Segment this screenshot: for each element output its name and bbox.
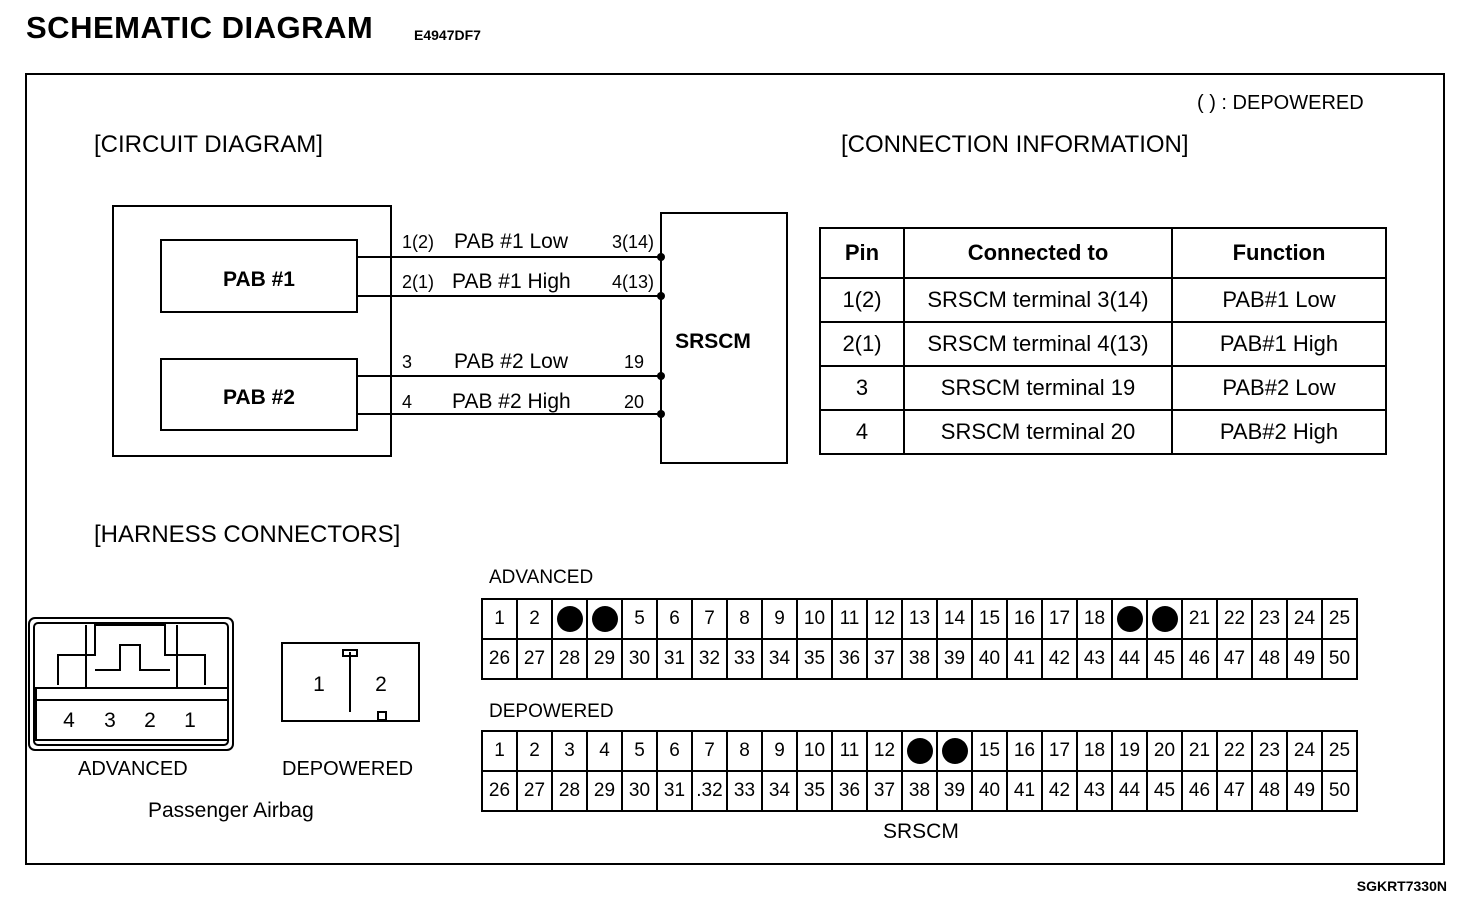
airbag-module-outline xyxy=(113,206,391,456)
pin-cell: 15 xyxy=(972,599,1007,639)
pin-cell: 25 xyxy=(1322,731,1357,771)
pin-cell: 44 xyxy=(1112,639,1147,679)
pin-cell: 48 xyxy=(1252,639,1287,679)
pin-cell: 23 xyxy=(1252,599,1287,639)
pin-cell-occupied xyxy=(1112,599,1147,639)
srscm-depowered-label: DEPOWERED xyxy=(489,701,614,722)
pin-cell: 27 xyxy=(517,771,552,811)
pin-cell: 34 xyxy=(762,771,797,811)
pin-cell: 47 xyxy=(1217,639,1252,679)
pin-cell: 49 xyxy=(1287,771,1322,811)
pin-cell: 12 xyxy=(867,731,902,771)
pin-cell: 17 xyxy=(1042,599,1077,639)
header-pin: Pin xyxy=(820,228,904,278)
pin-cell: 42 xyxy=(1042,771,1077,811)
connection-info-title: [CONNECTION INFORMATION] xyxy=(841,131,1189,158)
pin-cell: 44 xyxy=(1112,771,1147,811)
pin-cell: 47 xyxy=(1217,771,1252,811)
pin-filled-dot xyxy=(907,738,933,764)
table-row: 2(1) SRSCM terminal 4(13) PAB#1 High xyxy=(820,322,1386,366)
pin-cell: 11 xyxy=(832,731,867,771)
pin-cell: 35 xyxy=(797,639,832,679)
pin-cell: 50 xyxy=(1322,771,1357,811)
pin-cell: 22 xyxy=(1217,599,1252,639)
pin-cell: 50 xyxy=(1322,639,1357,679)
pin-cell: 21 xyxy=(1182,731,1217,771)
pab-advanced-pin: 3 xyxy=(104,709,116,732)
pin-cell: .32 xyxy=(692,771,727,811)
pin-filled-dot xyxy=(1117,606,1143,632)
pin-cell: 13 xyxy=(902,599,937,639)
pin-cell: 42 xyxy=(1042,639,1077,679)
pin-cell: 16 xyxy=(1007,731,1042,771)
passenger-airbag-caption: Passenger Airbag xyxy=(148,799,314,822)
pin-cell: 17 xyxy=(1042,731,1077,771)
pin-cell: 35 xyxy=(797,771,832,811)
wire-left-pin: 1(2) xyxy=(402,232,435,252)
pin-cell: 28 xyxy=(552,771,587,811)
junction-dot xyxy=(657,292,665,300)
pin-cell: 20 xyxy=(1147,731,1182,771)
pin-cell: 36 xyxy=(832,639,867,679)
pin-cell: 46 xyxy=(1182,639,1217,679)
junction-dot xyxy=(657,410,665,418)
pin-cell: 38 xyxy=(902,639,937,679)
pin-cell: 33 xyxy=(727,639,762,679)
pab-depowered-pin: 2 xyxy=(375,673,387,696)
pin-cell: 9 xyxy=(762,731,797,771)
pin-cell: 37 xyxy=(867,639,902,679)
pin-cell: 2 xyxy=(517,599,552,639)
pin-cell: 39 xyxy=(937,639,972,679)
wire-left-pin: 4 xyxy=(402,392,413,412)
pin-cell: 15 xyxy=(972,731,1007,771)
pin-cell: 7 xyxy=(692,599,727,639)
pin-cell: 27 xyxy=(517,639,552,679)
table-row: 1(2) SRSCM terminal 3(14) PAB#1 Low xyxy=(820,278,1386,322)
pin-cell: 2 xyxy=(517,731,552,771)
pin-cell: 34 xyxy=(762,639,797,679)
pin-cell: 10 xyxy=(797,731,832,771)
pin-cell: 7 xyxy=(692,731,727,771)
pin-cell: 5 xyxy=(622,731,657,771)
table-row: 4 SRSCM terminal 20 PAB#2 High xyxy=(820,410,1386,454)
circuit-diagram-title: [CIRCUIT DIAGRAM] xyxy=(94,131,323,158)
junction-dot xyxy=(657,372,665,380)
pin-cell: 19 xyxy=(1112,731,1147,771)
pin-cell: 24 xyxy=(1287,599,1322,639)
pin-cell: 3 xyxy=(552,731,587,771)
srscm-label: SRSCM xyxy=(675,330,751,353)
pin-cell: 31 xyxy=(657,639,692,679)
pin-cell-occupied xyxy=(552,599,587,639)
pin-cell-occupied xyxy=(902,731,937,771)
pin-cell: 29 xyxy=(587,639,622,679)
pin-cell: 18 xyxy=(1077,731,1112,771)
pin-cell: 10 xyxy=(797,599,832,639)
srscm-depowered-grid xyxy=(481,730,1358,812)
pin-cell: 38 xyxy=(902,771,937,811)
pin-cell: 9 xyxy=(762,599,797,639)
table-row: 3 SRSCM terminal 19 PAB#2 Low xyxy=(820,366,1386,410)
advanced-caption: ADVANCED xyxy=(78,758,188,780)
pin-cell: 33 xyxy=(727,771,762,811)
header-function: Function xyxy=(1172,228,1386,278)
wire-name: PAB #1 Low xyxy=(454,230,569,253)
wire-name: PAB #2 Low xyxy=(454,350,569,373)
wire-left-pin: 2(1) xyxy=(402,272,435,292)
pin-cell-occupied xyxy=(587,599,622,639)
pin-filled-dot xyxy=(557,606,583,632)
pin-cell: 43 xyxy=(1077,639,1112,679)
pin-cell: 22 xyxy=(1217,731,1252,771)
pab-advanced-pin: 2 xyxy=(144,709,156,732)
pin-cell: 36 xyxy=(832,771,867,811)
wire-right-pin: 19 xyxy=(623,352,644,372)
depowered-legend: ( ) : DEPOWERED xyxy=(1197,92,1364,114)
pab-advanced-pin: 1 xyxy=(184,709,196,732)
pin-cell: 40 xyxy=(972,639,1007,679)
pin-cell: 46 xyxy=(1182,771,1217,811)
srscm-advanced-label: ADVANCED xyxy=(489,567,594,588)
pin-cell: 30 xyxy=(622,639,657,679)
pin-cell: 40 xyxy=(972,771,1007,811)
pin-cell: 41 xyxy=(1007,639,1042,679)
pin-cell: 12 xyxy=(867,599,902,639)
pin-cell: 6 xyxy=(657,599,692,639)
junction-dot xyxy=(657,253,665,261)
pin-filled-dot xyxy=(942,738,968,764)
pin-cell: 37 xyxy=(867,771,902,811)
pin-cell: 8 xyxy=(727,731,762,771)
pin-cell: 21 xyxy=(1182,599,1217,639)
pab-depowered-pin: 1 xyxy=(313,673,325,696)
pin-cell: 18 xyxy=(1077,599,1112,639)
wire-right-pin: 20 xyxy=(623,392,644,412)
wire-left-pin: 3 xyxy=(402,352,413,372)
pin-cell: 24 xyxy=(1287,731,1322,771)
pin-cell: 5 xyxy=(622,599,657,639)
pin-cell: 6 xyxy=(657,731,692,771)
pin-cell-occupied xyxy=(1147,599,1182,639)
pin-cell: 29 xyxy=(587,771,622,811)
pin-cell: 45 xyxy=(1147,771,1182,811)
document-code: E4947DF7 xyxy=(414,27,481,43)
pab2-label: PAB #2 xyxy=(223,386,295,409)
pin-cell: 26 xyxy=(482,771,517,811)
harness-connectors-title: [HARNESS CONNECTORS] xyxy=(94,521,401,548)
pin-cell: 45 xyxy=(1147,639,1182,679)
pin-cell: 30 xyxy=(622,771,657,811)
srscm-advanced-grid xyxy=(481,598,1358,680)
pin-cell: 32 xyxy=(692,639,727,679)
pin-cell: 28 xyxy=(552,639,587,679)
srscm-caption: SRSCM xyxy=(883,820,959,843)
pin-cell: 11 xyxy=(832,599,867,639)
page-title: SCHEMATIC DIAGRAM xyxy=(26,10,374,45)
pin-cell: 26 xyxy=(482,639,517,679)
pin-cell: 25 xyxy=(1322,599,1357,639)
wire-name: PAB #1 High xyxy=(452,270,571,293)
pin-cell: 8 xyxy=(727,599,762,639)
pab-advanced-connector xyxy=(29,618,233,750)
footer-code: SGKRT7330N xyxy=(1356,878,1447,894)
pin-cell-occupied xyxy=(937,731,972,771)
pin-filled-dot xyxy=(1152,606,1178,632)
pin-cell: 49 xyxy=(1287,639,1322,679)
pab1-label: PAB #1 xyxy=(223,268,295,291)
wire-name: PAB #2 High xyxy=(452,390,571,413)
wire-right-pin: 3(14) xyxy=(611,232,654,252)
pin-cell: 1 xyxy=(482,599,517,639)
pin-cell: 39 xyxy=(937,771,972,811)
pin-cell: 14 xyxy=(937,599,972,639)
pin-cell: 43 xyxy=(1077,771,1112,811)
pin-cell: 23 xyxy=(1252,731,1287,771)
pin-cell: 16 xyxy=(1007,599,1042,639)
pin-filled-dot xyxy=(592,606,618,632)
pab-advanced-pin: 4 xyxy=(63,709,75,732)
header-connected-to: Connected to xyxy=(904,228,1172,278)
wire-right-pin: 4(13) xyxy=(611,272,654,292)
pin-cell: 1 xyxy=(482,731,517,771)
pin-cell: 41 xyxy=(1007,771,1042,811)
pin-cell: 31 xyxy=(657,771,692,811)
pin-cell: 48 xyxy=(1252,771,1287,811)
pin-cell: 4 xyxy=(587,731,622,771)
depowered-caption: DEPOWERED xyxy=(282,758,414,780)
connection-table xyxy=(819,227,1387,455)
